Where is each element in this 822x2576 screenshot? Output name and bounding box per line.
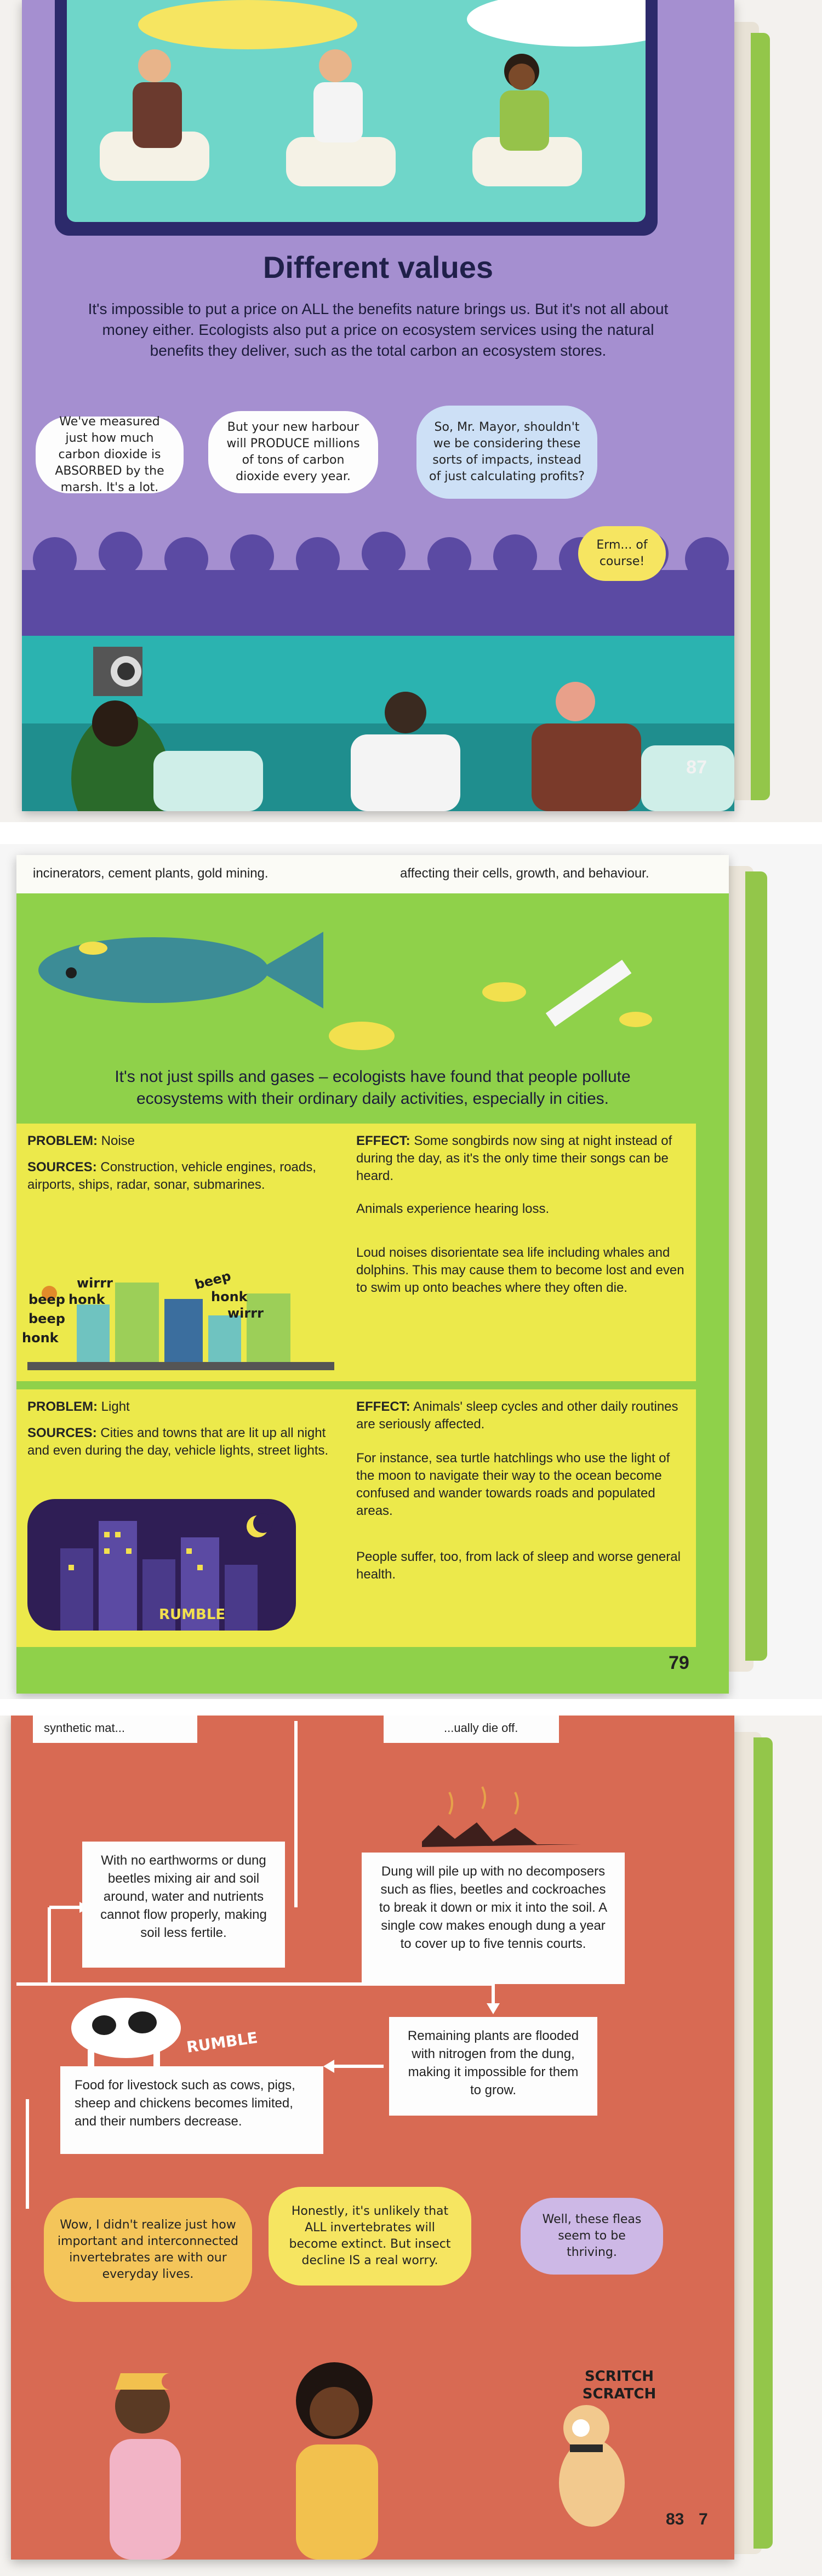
light-sources: [27, 1424, 334, 1460]
sfx-beep-1: beep: [28, 1292, 65, 1307]
noise-problem-label: PROBLEM:: [27, 1133, 98, 1148]
light-problem-value: Light: [101, 1399, 130, 1414]
intro-paragraph: It's impossible to put a price on ALL the benefits nature brings us. But it's not all about money either. Ecologists also put a price on ecosystem services using the natural benefits they deliver, such as the total carbon an ecosystem stores.: [88, 300, 669, 359]
sfx-honk-2: honk: [22, 1330, 59, 1346]
light-panel: [16, 1389, 696, 1647]
noise-effect-2: Animals experience hearing loss.: [356, 1201, 550, 1216]
light-problem-label: PROBLEM:: [27, 1399, 98, 1414]
noise-effect-3: Loud noises disorientate sea life including whales and dolphins. This may cause them to become lost and even to swim up onto beaches where they often die.: [356, 1245, 684, 1295]
light-problem: [27, 1398, 334, 1416]
flow-box-soil: With no earthworms or dung beetles mixing air and soil around, water and nutrients cannot flow properly, making soil less fertile.: [82, 1842, 285, 1968]
speech-bubble-top-right: [467, 0, 646, 47]
top-left-text: incinerators, cement plants, gold mining.: [33, 866, 269, 881]
dead-fish-illustration: [16, 893, 729, 1074]
sfx-beep-2: beep: [28, 1311, 65, 1326]
flow-box-dung: Dung will pile up with no decomposers such as flies, beetles and cockroaches to break it down or mix it into the soil. A single cow makes enough dung a year to cover up to five tennis courts.: [362, 1853, 625, 1984]
page-83: [11, 1716, 734, 2560]
studio-illustration: [67, 0, 646, 222]
flow-box-livestock: Food for livestock such as cows, pigs, sheep and chickens becomes limited, and their numbers decrease.: [60, 2066, 323, 2154]
photo-page-87: [0, 0, 822, 822]
noise-sources: [27, 1159, 334, 1194]
page-number: 83: [666, 2510, 684, 2528]
noise-effect-1: [356, 1132, 685, 1185]
page-number: 87: [686, 757, 707, 778]
top-left-text: synthetic mat...: [44, 1721, 125, 1735]
speech-bubble-scientist: We've measured just how much carbon dioxide is ABSORBED by the marsh. It's a lot.: [36, 417, 184, 493]
sfx-rumble: RUMBLE: [185, 2028, 259, 2056]
noise-panel: [16, 1124, 696, 1381]
top-right-text: affecting their cells, growth, and behaviour.: [400, 866, 649, 881]
sfx-beep-3: beep: [193, 1268, 233, 1293]
characters-illustration: [11, 2318, 734, 2560]
page-title: Different values: [262, 250, 494, 284]
light-effect-label: EFFECT:: [356, 1399, 410, 1414]
light-effect-2: For instance, sea turtle hatchlings who use the light of the moon to navigate their way to the ocean become confused and wander towards roads and populated areas.: [356, 1451, 670, 1518]
photo-page-83: [0, 1716, 822, 2576]
speech-bubble-top-left: [138, 0, 357, 49]
sfx-honk-3: honk: [211, 1289, 248, 1304]
sfx-honk-1: honk: [68, 1292, 105, 1307]
light-sources-value: Cities and towns that are lit up all night and even during the day, vehicle lights, street lights.: [27, 1426, 329, 1458]
page-87: [22, 0, 734, 811]
sfx-wirrr-2: wirrr: [227, 1306, 264, 1321]
sfx-rumble: RUMBLE: [159, 1606, 226, 1623]
speech-bubble-dog: Well, these fleas seem to be thriving.: [521, 2198, 663, 2275]
light-effect-3: People suffer, too, from lack of sleep and worse general health.: [356, 1549, 681, 1582]
edge-page-number: 7: [699, 2510, 708, 2528]
top-right-text: ...ually die off.: [444, 1721, 518, 1735]
speech-bubble-woman: Honestly, it's unlikely that ALL invertebrates will become extinct. But insect decline IS a real worry.: [269, 2187, 471, 2286]
tv-studio-scene: [67, 0, 646, 222]
sfx-wirrr-1: wirrr: [77, 1275, 113, 1291]
light-sources-label: SOURCES:: [27, 1426, 97, 1440]
light-effect-1-text: Animals' sleep cycles and other daily routines are seriously affected.: [356, 1399, 678, 1432]
light-effect-1: [356, 1398, 685, 1433]
noise-problem: [27, 1132, 334, 1150]
speech-bubble-interviewer: So, Mr. Mayor, shouldn't we be considering these sorts of impacts, instead of just calculating profits?: [416, 406, 597, 499]
intro-paragraph: It's not just spills and gases – ecologists have found that people pollute ecosystems with their ordinary daily activities, especially in cities.: [115, 1068, 631, 1108]
flow-box-plants: Remaining plants are flooded with nitrogen from the dung, making it impossible for them to grow.: [389, 2017, 597, 2116]
page-79: [16, 855, 729, 1694]
noise-sources-label: SOURCES:: [27, 1160, 97, 1175]
noise-effect-label: EFFECT:: [356, 1133, 410, 1148]
speech-bubble-reporter: But your new harbour will PRODUCE millions of tons of carbon dioxide every year.: [208, 411, 378, 493]
book-cover-edge: [745, 871, 767, 1661]
sfx-scritch-scratch: SCRITCH SCRATCH: [582, 2368, 657, 2402]
book-cover-edge: [754, 1737, 773, 2549]
book-cover-edge: [751, 33, 770, 800]
speech-bubble-boy: Wow, I didn't realize just how important and interconnected invertebrates are with our everyday lives.: [44, 2198, 252, 2302]
noise-sources-value: Construction, vehicle engines, roads, airports, ships, radar, sonar, submarines.: [27, 1160, 316, 1192]
speech-bubble-mayor: Erm... of course!: [578, 526, 666, 581]
noise-problem-value: Noise: [101, 1133, 135, 1148]
noise-effect-1-text: Some songbirds now sing at night instead of during the day, as it's the only time their songs can be heard.: [356, 1133, 672, 1183]
city-noise-illustration: [27, 1272, 334, 1370]
tv-screen: [55, 0, 658, 236]
page-number: 79: [669, 1652, 689, 1673]
photo-page-79: [0, 844, 822, 1699]
